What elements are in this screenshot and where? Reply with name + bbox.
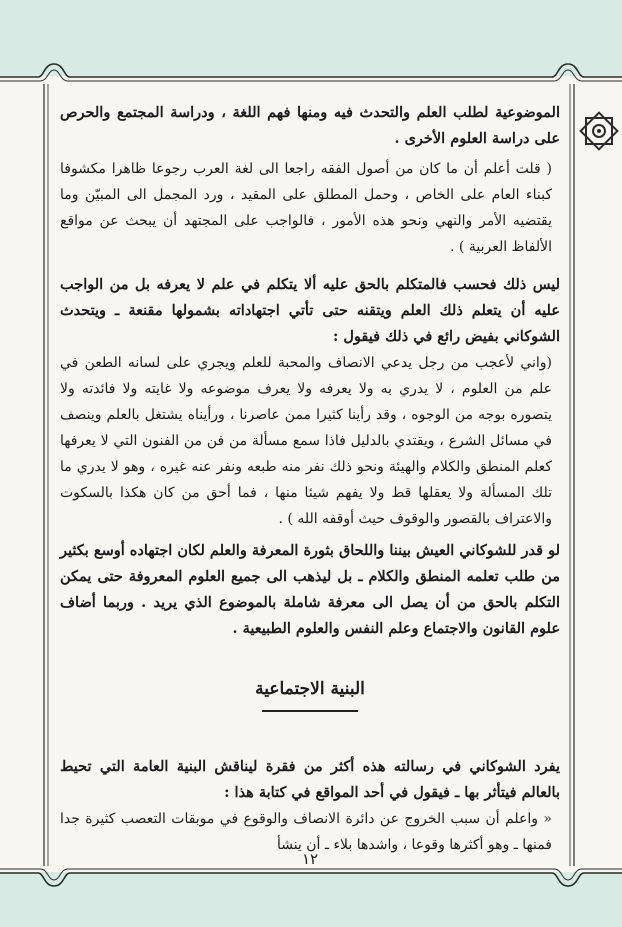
paragraph: الموضوعية لطلب العلم والتحدث فيه ومنها فهم اللغة ، ودراسة المجتمع والحرص على دراسة العلوم الأخرى . — [60, 104, 560, 147]
page-number: ١٢ — [301, 850, 319, 868]
octagon-star-icon — [578, 110, 620, 152]
paragraph: يفرد الشوكاني في رسالته هذه أكثر من فقرة ليناقش البنية العامة التي تحيط بالعالم فيتأثر بها ـ فيقول في أحد المواقع في كتابة هذا : — [60, 758, 560, 801]
section-heading-block — [60, 676, 560, 712]
heading-underline — [262, 710, 358, 712]
paragraph: ليس ذلك فحسب فالمتكلم بالحق عليه ألا يتكلم في علم لا يعرفه بل من الواجب عليه أن يتعلم ذلك العلم ويتقنه حتى تأتي اجتهاداته بشمولها مقنعة ـ ويتحدث الشوكاني بفيض رائع في ذلك فيقول : — [60, 276, 560, 345]
block-quote: (واني لأعجب من رجل يدعي الانصاف والمحبة للعلم ويجري على لسانه الطعن في علم من العلوم ، لا يدري به ولا يعرفه ولا يعرف موضوعه ولا غايته ولا فائدته ولا يتصوره بوجه من الوجوه ، وقد رأينا كثيرا ممن عاصرنا ، ورأيناه يشتغل بالعلم وينصف في مسائل الشرع ، ويقتدي بالدليل فاذا سمع مسألة من فن من الفنون التي لا يعرفها كعلم المنطق والكلام والهيئة ونحو ذلك نفر منه طبعه ونفر عنه غيره ، وهو لا يدري ما تلك المسألة ولا يعقلها قط ولا يفهم شيئا منها ، فما أحق من كان هكذا بالسكوت والاعتراف بالقصور والوقوف حيث أوقفه الله ) . — [60, 355, 552, 527]
block-quote: « واعلم أن سبب الخروج عن دائرة الانصاف والوقوع في موبقات التعصب كثيرة جدا فمنها ـ وهو أكثرها وقوعا ، واشدها بلاء ـ أن ينشأ — [60, 811, 552, 853]
main-text — [60, 100, 560, 858]
paragraph: لو قدر للشوكاني العيش بيننا واللحاق بثورة المعرفة والعلم لكان اجتهاده أوسع بكثير من طلب تعلمه المنطق والكلام ـ بل ليذهب الى جميع العلوم المعروفة حتى يمكن التكلم بالحق من أن يصل الى معرفة شاملة بالموضوع الذي يريد . وربما أضاف علوم القانون والاجتماع وعلم النفس والعلوم الطبيعية . — [60, 542, 560, 637]
section-heading: البنية الاجتماعية — [255, 679, 365, 699]
block-quote: ( قلت أعلم أن ما كان من أصول الفقه راجعا الى لغة العرب رجوعا ظاهرا مكشوفا كبناء العام على الخاص ، وحمل المطلق على المقيد ، ورد المجمل الى المبيّن وما يقتضيه الأمر والنهي ونحو هذه الأمور ، فالواجب على المجتهد أن يبحث عن مواقع الألفاظ العربية ) . — [60, 161, 552, 255]
